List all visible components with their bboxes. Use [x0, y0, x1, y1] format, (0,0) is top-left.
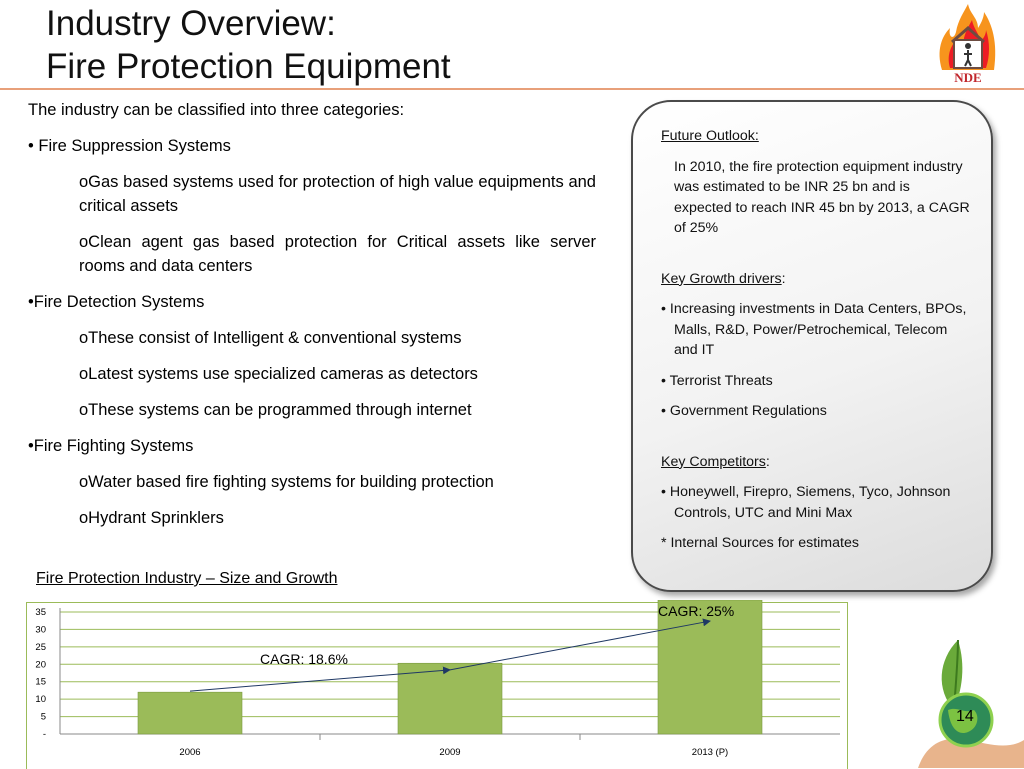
future-outlook-heading: Future Outlook: [661, 128, 759, 144]
y-tick-label: 10 [35, 694, 46, 706]
growth-drivers-heading: Key Growth drivers [661, 270, 782, 287]
fighting-item: oHydrant Sprinklers [79, 509, 224, 527]
estimates-note: * Internal Sources for estimates [661, 535, 859, 551]
future-outlook-panel [631, 100, 993, 592]
categories-text [28, 98, 596, 530]
intro-text: The industry can be classified into three categories: [28, 101, 405, 119]
fighting-item: oWater based fire fighting systems for building protection [79, 473, 494, 491]
y-tick-label: 20 [35, 659, 46, 671]
globe-leaf-icon [918, 640, 1024, 768]
competitors-heading: Key Competitors [661, 453, 766, 470]
y-tick-label: 25 [35, 641, 46, 653]
bar-2013-p- [658, 600, 762, 734]
future-outlook-text: In 2010, the fire protection equipment industry was estimated to be INR 25 bn and is expected to reach INR 45 bn by 2013, a CAGR of 25% [674, 158, 970, 236]
svg-text:NDE: NDE [954, 70, 982, 85]
competitors-colon: : [765, 453, 770, 470]
bar-2009 [398, 663, 502, 734]
company-logo [932, 0, 1004, 88]
competitors-list: • Honeywell, Firepro, Siemens, Tyco, Johnson Controls, UTC and Mini Max [661, 484, 951, 521]
x-tick-label: 2013 (P) [691, 747, 729, 758]
industry-size-chart [0, 600, 920, 768]
cagr-label: CAGR: 25% [658, 603, 735, 620]
driver-item: • Government Regulations [661, 403, 827, 419]
y-tick-label: - [42, 729, 46, 740]
y-tick-label: 15 [35, 676, 46, 688]
detection-item: oLatest systems use specialized cameras as detectors [79, 365, 478, 383]
category-fighting: •Fire Fighting Systems [28, 437, 194, 455]
cagr-label: CAGR: 18.6% [260, 650, 348, 667]
x-tick-label: 2009 [439, 747, 461, 758]
bar-2006 [138, 692, 242, 734]
title-line-2: Fire Protection Equipment [46, 47, 451, 86]
chart-title: Fire Protection Industry – Size and Growth [36, 570, 338, 587]
title-line-1: Industry Overview: [46, 4, 336, 43]
growth-drivers-colon: : [781, 270, 786, 287]
driver-item: • Terrorist Threats [661, 372, 773, 389]
competitors-heading-line [661, 452, 971, 473]
slide-title [46, 2, 451, 88]
y-tick-label: 35 [35, 607, 46, 618]
suppression-item: oGas based systems used for protection of high value equipments and critical assets [79, 173, 596, 215]
category-suppression: • Fire Suppression Systems [28, 137, 231, 155]
growth-drivers-heading-line [661, 269, 971, 290]
detection-item: oThese systems can be programmed through internet [79, 401, 472, 419]
title-divider [0, 88, 1024, 90]
suppression-item: oClean agent gas based protection for Critical assets like server rooms and data centers [79, 233, 596, 275]
category-detection: •Fire Detection Systems [28, 293, 205, 311]
detection-item: oThese consist of Intelligent & conventional systems [79, 329, 462, 347]
driver-item: • Increasing investments in Data Centers, BPOs, Malls, R&D, Power/Petrochemical, Telecom and IT [661, 301, 967, 358]
x-tick-label: 2006 [179, 747, 201, 758]
y-tick-label: 30 [35, 624, 46, 636]
logo-text [954, 70, 981, 85]
y-tick-label: 5 [40, 711, 46, 723]
page-number: 14 [956, 708, 974, 725]
